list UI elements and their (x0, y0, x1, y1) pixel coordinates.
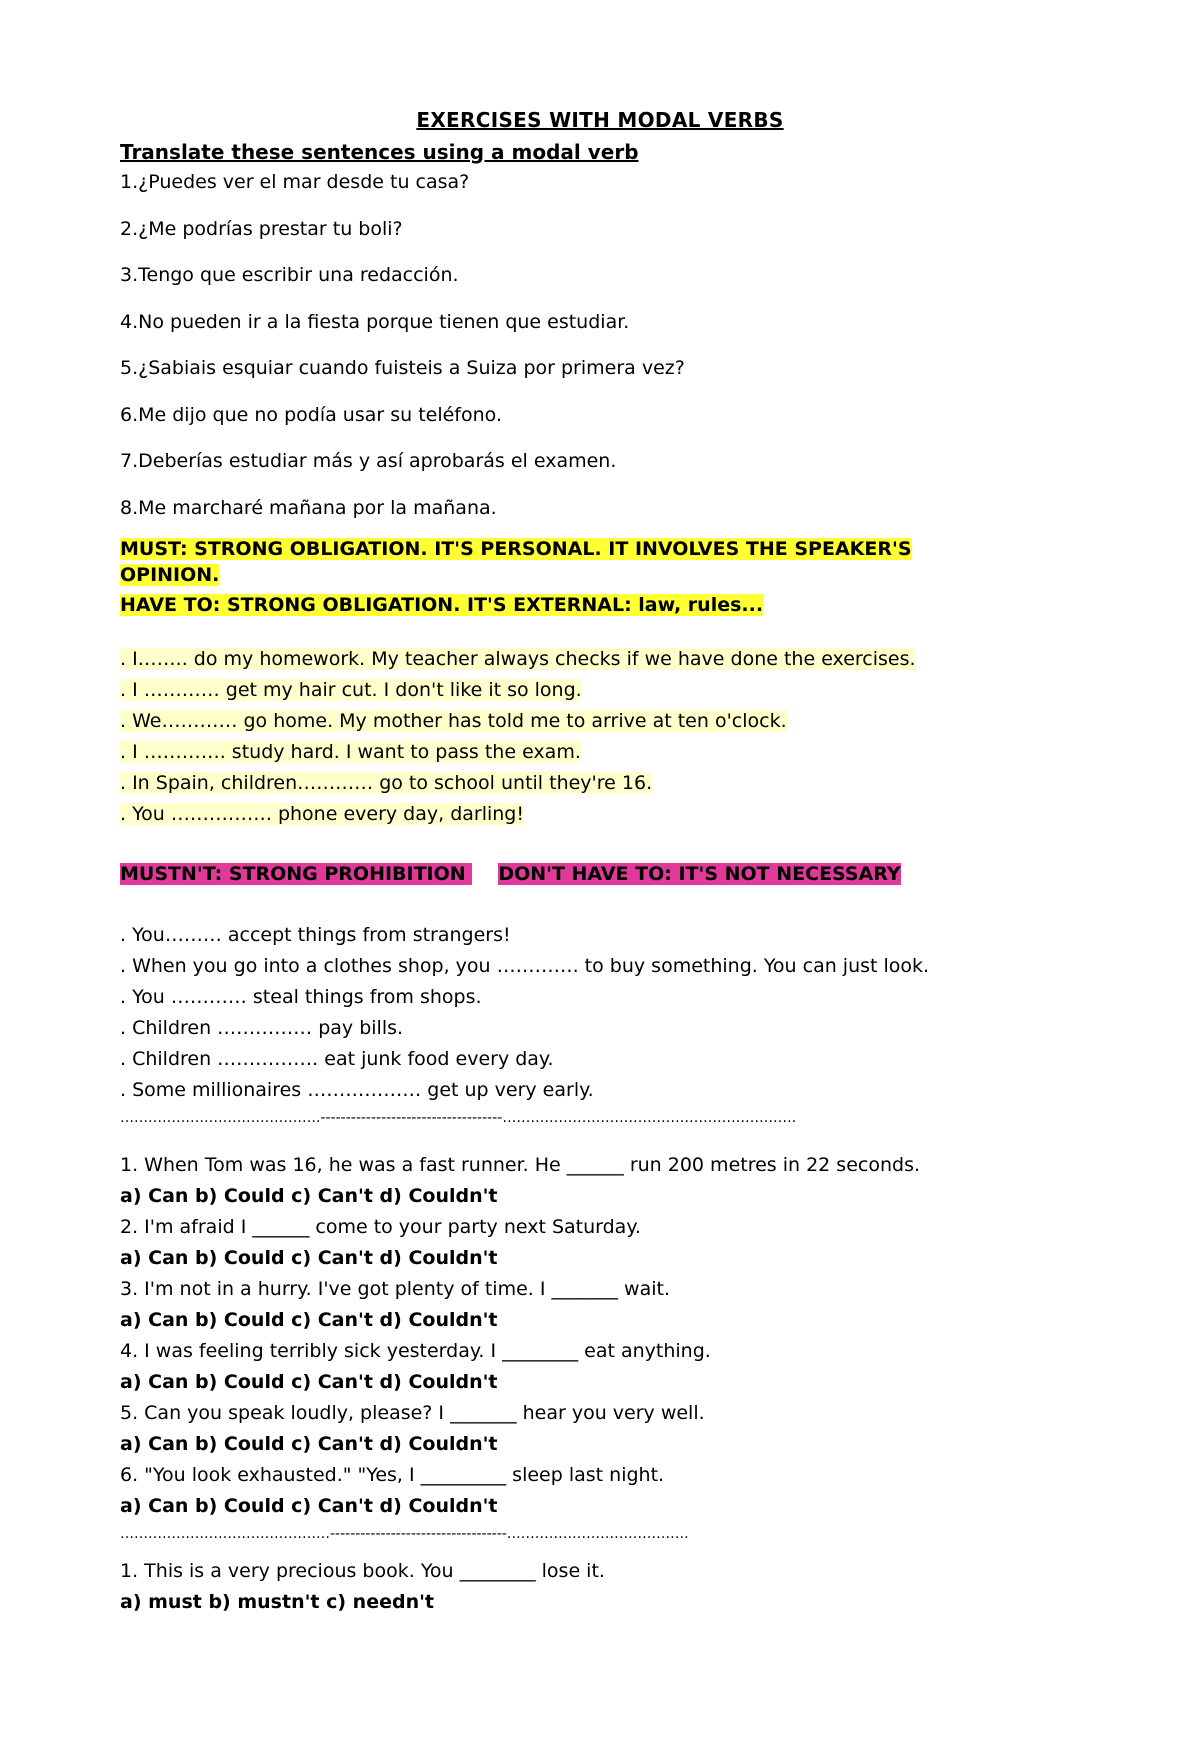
list-item: 2.¿Me podrías prestar tu boli? (120, 217, 403, 240)
separator-line: …………………………………….------------------------------------……………………………………………………… (120, 1110, 797, 1126)
list-item: . You ……………. phone every day, darling! (120, 803, 524, 825)
prohibition-exercise (120, 920, 1080, 1106)
list-item: 7.Deberías estudiar más y así aprobarás el examen. (120, 450, 617, 472)
list-item (120, 1398, 1080, 1460)
prohibition-rules (120, 858, 1080, 890)
answer-options: a) Can b) Could c) Can't d) Couldn't (120, 1309, 498, 1331)
list-item: . I ………… get my hair cut. I don't like it so long. (120, 679, 582, 701)
list-item: . In Spain, children………… go to school until they're 16. (120, 772, 653, 794)
rule-mustnt: MUSTN'T: STRONG PROHIBITION (120, 863, 473, 885)
list-item: 5.¿Sabiais esquiar cuando fuisteis a Suiza por primera vez? (120, 357, 685, 379)
rule-have-to: HAVE TO: STRONG OBLIGATION. IT'S EXTERNAL: law, rules... (120, 594, 764, 616)
list-item (120, 1212, 1080, 1274)
answer-options: a) must b) mustn't c) needn't (120, 1591, 434, 1613)
list-item: . We………… go home. My mother has told me to arrive at ten o'clock. (120, 710, 787, 732)
list-item (120, 1274, 1080, 1336)
list-item: . When you go into a clothes shop, you …………. to buy something. You can just look. (120, 955, 930, 977)
list-item: . Children …………… pay bills. (120, 1017, 404, 1039)
answer-options: a) Can b) Could c) Can't d) Couldn't (120, 1247, 498, 1269)
question-text: 3. I'm not in a hurry. I've got plenty of time. I _______ wait. (120, 1278, 670, 1300)
list-item (120, 1336, 1080, 1398)
rules-box (120, 534, 1080, 620)
obligation-exercise (120, 644, 1080, 830)
rule-must: MUST: STRONG OBLIGATION. IT'S PERSONAL. IT INVOLVES THE SPEAKER'S (120, 538, 912, 560)
question-text: 4. I was feeling terribly sick yesterday. I ________ eat anything. (120, 1340, 711, 1362)
answer-options: a) Can b) Could c) Can't d) Couldn't (120, 1495, 498, 1517)
page-title: EXERCISES WITH MODAL VERBS (416, 108, 784, 132)
list-item: . Children ……………. eat junk food every day. (120, 1048, 554, 1070)
section-subtitle: Translate these sentences using a modal verb (120, 140, 639, 164)
answer-options: a) Can b) Could c) Can't d) Couldn't (120, 1433, 498, 1455)
question-text: 1. This is a very precious book. You ________ lose it. (120, 1560, 605, 1582)
must-exercise (120, 1556, 1080, 1618)
question-text: 5. Can you speak loudly, please? I _______ hear you very well. (120, 1402, 705, 1424)
list-item: . I…….. do my homework. My teacher always checks if we have done the exercises. (120, 648, 916, 670)
separator-line: ………………………………………-----------------------------------………………………………… (120, 1526, 689, 1542)
list-item: 8.Me marcharé mañana por la mañana. (120, 496, 497, 519)
list-item: 4.No pueden ir a la fiesta porque tienen que estudiar. (120, 310, 630, 333)
translation-list (120, 170, 1080, 542)
worksheet (120, 108, 1080, 1618)
list-item (120, 1556, 1080, 1618)
list-item: . I …………. study hard. I want to pass the exam. (120, 741, 581, 763)
list-item: . You ………… steal things from shops. (120, 986, 482, 1008)
list-item (120, 1150, 1080, 1212)
rule-dont-have-to: DON'T HAVE TO: IT'S NOT NECESSARY (498, 863, 901, 885)
question-text: 6. "You look exhausted." "Yes, I _________ sleep last night. (120, 1464, 665, 1486)
list-item: . Some millionaires ……………… get up very early. (120, 1079, 594, 1101)
list-item (120, 1460, 1080, 1522)
list-item: 1.¿Puedes ver el mar desde tu casa? (120, 171, 470, 193)
question-text: 2. I'm afraid I ______ come to your party next Saturday. (120, 1216, 641, 1238)
question-text: 1. When Tom was 16, he was a fast runner. He ______ run 200 metres in 22 seconds. (120, 1154, 921, 1176)
list-item: 6.Me dijo que no podía usar su teléfono. (120, 403, 502, 426)
answer-options: a) Can b) Could c) Can't d) Couldn't (120, 1371, 498, 1393)
list-item: 3.Tengo que escribir una redacción. (120, 264, 459, 286)
list-item: . You……… accept things from strangers! (120, 924, 511, 946)
can-could-exercise (120, 1150, 1080, 1522)
answer-options: a) Can b) Could c) Can't d) Couldn't (120, 1185, 498, 1207)
rule-must-continued: OPINION. (120, 564, 220, 586)
